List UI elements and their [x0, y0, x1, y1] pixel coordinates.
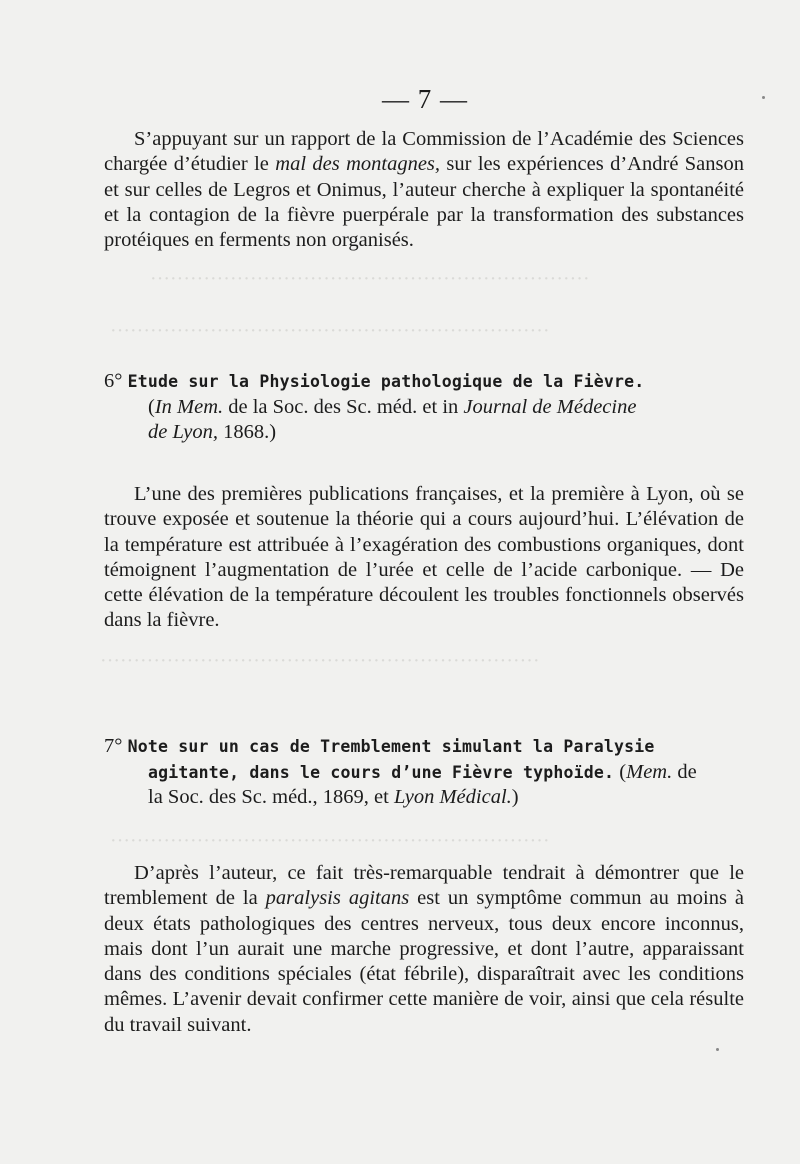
section-reference-cont — [104, 420, 744, 446]
paragraph-text: S’appuyant sur un rapport de la Commission de l’Académie des Sciences chargée d’étudier le — [104, 128, 744, 176]
ref-italic: In Mem. — [154, 395, 224, 418]
paragraph-intro — [104, 127, 744, 253]
ref-text: la Soc. des Sc. méd., 1869, et — [148, 786, 394, 808]
section-heading-6 — [104, 369, 744, 446]
ink-speck — [762, 96, 765, 99]
section-title-cont — [104, 760, 744, 786]
paragraph-fever: L’une des premières publications françaises, et la première à Lyon, où se trouve exposée et soutenue la théorie qui a cours aujourd’hui. L’élévation de la température est attribuée à l’exagération des combustions organiques, dont témoignent l’augmentation de l’urée et celle de l’acide carbonique. — De cette élévation de la température découlent les troubles fonctionnels observés dans la fièvre. — [104, 483, 744, 632]
ref-punct: ( — [614, 760, 627, 783]
paragraph-text: est un symptôme commun au moins à deux états pathologiques des centres nerveux, tous deux encore inconnus, mais dont l’un aurait une marche progressive, et dont l’autre, apparaissant dans des conditions spéciales (état fébrile), disparaîtrait avec les conditions mêmes. L’avenir devait confirmer cette manière de voir, ainsi que cela résulte du travail suivant. — [104, 887, 744, 1036]
italic-term: paralysis agitans — [265, 887, 410, 910]
section-number: 7° — [104, 735, 123, 757]
ink-speck — [716, 1048, 719, 1051]
paragraph-text: D’après l’auteur, ce fait très-remarquable tendrait à démontrer que le tremblement de la — [104, 862, 744, 910]
ref-italic: Journal de Médecine — [463, 395, 637, 418]
ref-text: de — [672, 760, 697, 783]
ref-italic: de Lyon, — [148, 421, 218, 443]
paragraph-tremor — [104, 861, 744, 1038]
italic-term: mal des montagnes, — [275, 153, 441, 176]
bleed-through: ·································································· — [150, 268, 590, 290]
bleed-through: ·································································· — [110, 830, 550, 852]
bleed-through: ·································································· — [110, 320, 550, 342]
bleed-through: ·································································· — [100, 650, 540, 672]
section-reference — [104, 395, 744, 421]
ref-italic: Mem. — [626, 760, 673, 783]
section-title: Note sur un cas de Tremblement simulant la Paralysie — [127, 737, 655, 756]
section-title: agitante, dans le cours d’une Fièvre typhoïde. — [148, 762, 615, 782]
ref-text: 1868.) — [218, 421, 277, 443]
ref-punct: ( — [148, 395, 155, 418]
section-reference — [104, 785, 744, 811]
ref-punct: ) — [511, 786, 519, 808]
ref-text: de la Soc. des Sc. méd. et in — [223, 395, 464, 418]
page-number: — 7 — — [382, 84, 468, 114]
section-title: Etude sur la Physiologie pathologique de la Fièvre. — [127, 372, 645, 391]
section-heading-7 — [104, 734, 744, 811]
ref-italic: Lyon Médical. — [393, 786, 512, 808]
section-number: 6° — [104, 370, 123, 392]
paragraph-text: sur les expériences d’André Sanson et sur celles de Legros et Onimus, l’auteur cherche à expliquer la spontanéité et la contagion de la fièvre puerpérale par la transformation des substances protéiques en ferments non organisés. — [104, 153, 745, 252]
